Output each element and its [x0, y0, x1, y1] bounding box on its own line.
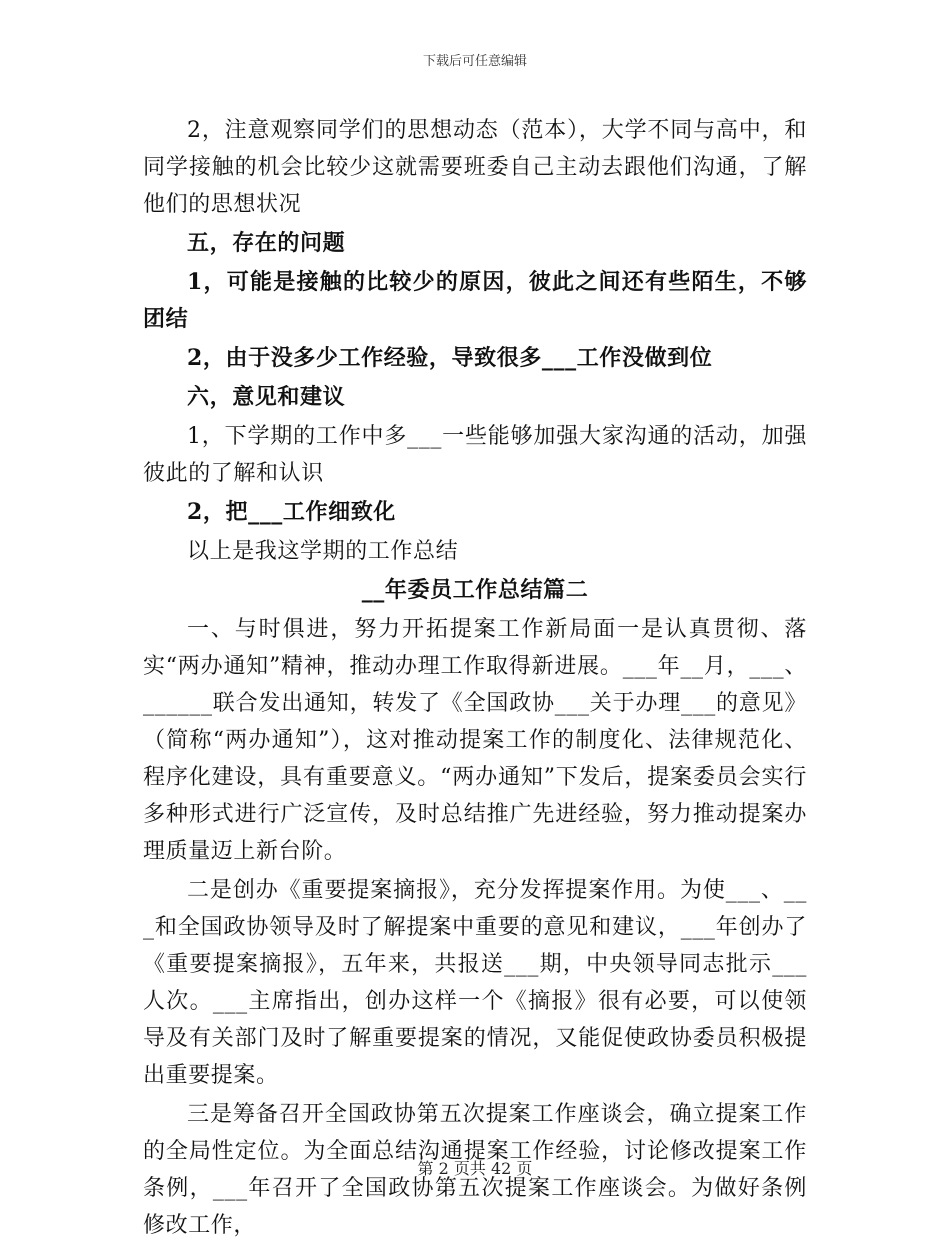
- closing-line: 以上是我这学期的工作总结: [187, 539, 459, 564]
- section-title-part-two: __年委员工作总结篇二: [361, 577, 589, 603]
- problem-item-1: 1，可能是接触的比较少的原因，彼此之间还有些陌生，不够团结: [143, 269, 807, 332]
- section-heading-suggestions: 六，意见和建议: [187, 384, 346, 410]
- paragraph-part-one: 一、与时俱进，努力开拓提案工作新局面一是认真贯彻、落实“两办通知”精神，推动办理工作取得新进展。___年__月，___、______联合发出通知，转发了《全国政协___关于办理___的意见》（简称“两办通知”），这对推动提案工作的制度化、法律规范化、程序化建设，具有重要意义。“两办通知”下发后，提案委员会实行多种形式进行广泛宣传，及时总结推广先进经验，努力推动提案办理质量迈上新台阶。: [143, 617, 807, 864]
- page-number: 第 2 页共 42 页: [417, 1159, 533, 1178]
- suggestion-item-2: 2，把___工作细致化: [187, 499, 396, 525]
- paragraph-observe-classmates: 2，注意观察同学们的思想动态（范本），大学不同与高中，和同学接触的机会比较少这就需要班委自己主动去跟他们沟通，了解他们的思想状况: [143, 118, 807, 217]
- page-header: 下载后可任意编辑: [422, 54, 527, 69]
- section-heading-problems: 五，存在的问题: [187, 230, 346, 256]
- problem-item-2: 2，由于没多少工作经验，导致很多___工作没做到位: [187, 345, 713, 371]
- suggestion-item-1: 1，下学期的工作中多___一些能够加强大家沟通的活动，加强彼此的了解和认识: [143, 424, 807, 486]
- paragraph-part-two: 二是创办《重要提案摘报》，充分发挥提案作用。为使___、___和全国政协领导及时了解提案中重要的意见和建议，___年创办了《重要提案摘报》，五年来，共报送___期，中央领导同志批示___人次。___主席指出，创办这样一个《摘报》很有必要，可以使领导及有关部门及时了解重要提案的情况，又能促使政协委员积极提出重要提案。: [143, 878, 807, 1088]
- document-body: [143, 112, 807, 1246]
- paragraph-part-three: 三是筹备召开全国政协第五次提案工作座谈会，确立提案工作的全局性定位。为全面总结沟通提案工作经验，讨论修改提案工作条例，___年召开了全国政协第五次提案工作座谈会。为做好条例修改工作，: [143, 1102, 807, 1238]
